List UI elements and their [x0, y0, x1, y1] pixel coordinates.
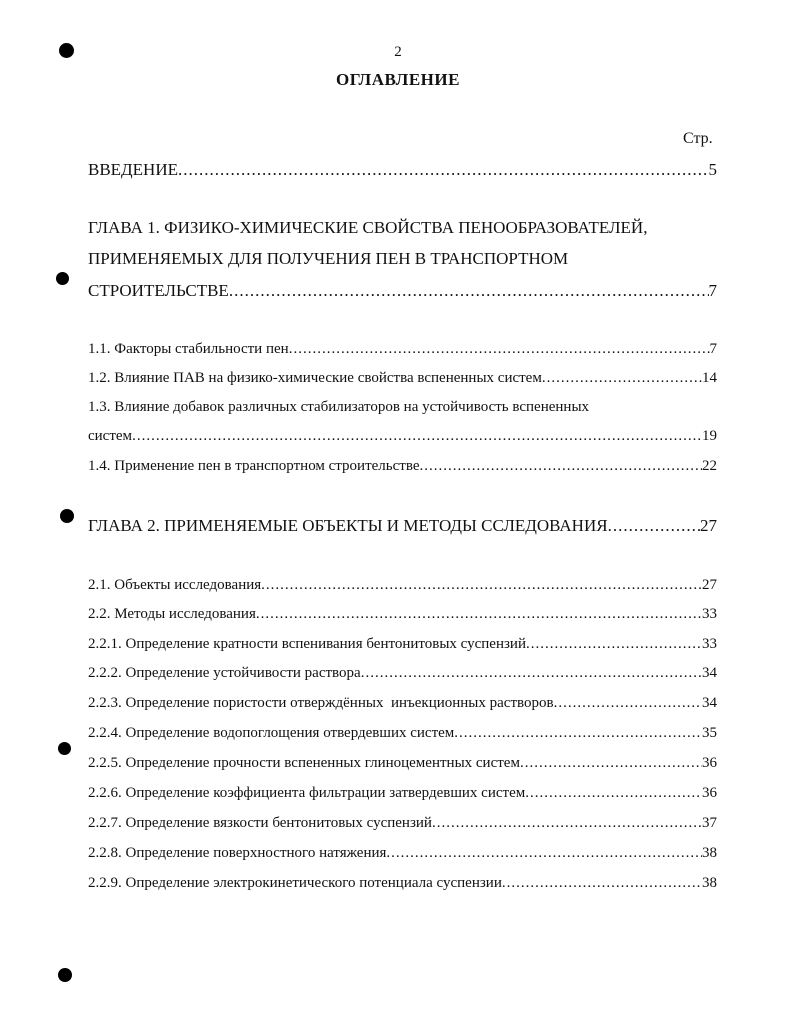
- toc-entry-2-2-3: [88, 695, 717, 712]
- dot-leader: [454, 725, 702, 742]
- chapter-1-heading-line-1: ГЛАВА 1. ФИЗИКО-ХИМИЧЕСКИЕ СВОЙСТВА ПЕНООБРАЗОВАТЕЛЕЙ,: [88, 218, 648, 237]
- toc-page-number: 14: [702, 370, 717, 386]
- toc-page-number: 34: [702, 695, 717, 711]
- toc-entry-text: 1.4. Применение пен в транспортном строительстве: [88, 458, 420, 474]
- toc-entry-2-2-6: [88, 785, 717, 802]
- toc-entry-text: 2.2.9. Определение электрокинетического потенциала суспензии: [88, 875, 502, 891]
- toc-entry-2-2-5: [88, 755, 717, 772]
- toc-entry-text: 1.2. Влияние ПАВ на физико-химические свойства вспененных систем: [88, 370, 542, 386]
- dot-leader: [256, 606, 702, 623]
- toc-entry-2-2-1: [88, 636, 717, 653]
- dot-leader: [289, 341, 710, 358]
- dot-leader: [608, 516, 700, 536]
- dot-leader: [229, 281, 709, 301]
- page-title: ОГЛАВЛЕНИЕ: [336, 70, 460, 89]
- toc-entry-1-4: [88, 458, 717, 475]
- toc-entry-text: систем: [88, 428, 133, 444]
- toc-entry-1-1: [88, 341, 717, 358]
- dot-leader: [178, 160, 709, 180]
- dot-leader: [432, 815, 702, 832]
- toc-entry-introduction: [88, 160, 717, 180]
- toc-page-number: 36: [702, 755, 717, 771]
- dot-leader: [502, 875, 702, 892]
- toc-page-number: 19: [702, 428, 717, 444]
- dot-leader: [542, 370, 702, 387]
- toc-entry-2-2-2: [88, 665, 717, 682]
- toc-page-number: 33: [702, 606, 717, 622]
- punch-hole-mark: [58, 742, 71, 755]
- toc-entry-2-2-8: [88, 845, 717, 862]
- toc-page-number: 22: [702, 458, 717, 474]
- toc-entry-text: 2.2.4. Определение водопоглощения отвердевших систем: [88, 725, 455, 741]
- toc-entry-1-2: [88, 370, 717, 387]
- dot-leader: [361, 665, 702, 682]
- toc-page-number: 36: [702, 785, 717, 801]
- toc-entry-text: 2.2.8. Определение поверхностного натяжения: [88, 845, 387, 861]
- toc-entry-text: СТРОИТЕЛЬСТВЕ: [88, 281, 229, 300]
- toc-entry-2-2-7: [88, 815, 717, 832]
- dot-leader: [386, 845, 702, 862]
- dot-leader: [419, 458, 702, 475]
- toc-entry-chapter-2: [88, 516, 717, 536]
- toc-entry-2-2-9: [88, 875, 717, 892]
- toc-page-number: 7: [709, 341, 717, 357]
- toc-entry-text: 2.2. Методы исследования: [88, 606, 256, 622]
- toc-entry-text: 2.2.1. Определение кратности вспенивания бентонитовых суспензий: [88, 636, 526, 652]
- toc-page-number: 5: [708, 160, 717, 179]
- toc-entry-2-2-4: [88, 725, 717, 742]
- toc-entry-text: 2.2.5. Определение прочности вспененных глиноцементных систем: [88, 755, 520, 771]
- punch-hole-mark: [58, 968, 72, 982]
- dot-leader: [554, 695, 702, 712]
- page-column-label: Стр.: [683, 130, 713, 147]
- toc-page-number: 33: [702, 636, 717, 652]
- toc-entry-text: 2.2.7. Определение вязкости бентонитовых суспензий: [88, 815, 432, 831]
- toc-page-number: 37: [702, 815, 717, 831]
- dot-leader: [525, 785, 702, 802]
- dot-leader: [526, 636, 702, 653]
- toc-entry-1-3: [88, 428, 717, 445]
- toc-page-number: 38: [702, 845, 717, 861]
- dot-leader: [261, 577, 702, 594]
- punch-hole-mark: [56, 272, 69, 285]
- dot-leader: [520, 755, 702, 772]
- toc-entry-text: ГЛАВА 2. ПРИМЕНЯЕМЫЕ ОБЪЕКТЫ И МЕТОДЫ ССЛЕДОВАНИЯ: [88, 516, 608, 535]
- toc-entry-2-1: [88, 577, 717, 594]
- chapter-1-heading-line-2: ПРИМЕНЯЕМЫХ ДЛЯ ПОЛУЧЕНИЯ ПЕН В ТРАНСПОРТНОМ: [88, 249, 569, 268]
- toc-entry-text: 2.2.6. Определение коэффициента фильтрации затвердевших систем: [88, 785, 526, 801]
- toc-entry-text: 2.2.3. Определение пористости отверждённых инъекционных растворов: [88, 695, 554, 711]
- toc-entry-1-3-text: 1.3. Влияние добавок различных стабилизаторов на устойчивость вспененных: [88, 399, 590, 415]
- toc-entry-2-2: [88, 606, 717, 623]
- toc-entry-text: 2.1. Объекты исследования: [88, 577, 262, 593]
- toc-entry-chapter-1: [88, 281, 717, 301]
- dot-leader: [132, 428, 702, 445]
- toc-page-number: 7: [708, 281, 717, 300]
- toc-page-number: 34: [702, 665, 717, 681]
- toc-entry-text: 2.2.2. Определение устойчивости раствора: [88, 665, 361, 681]
- toc-page-number: 27: [700, 516, 717, 535]
- punch-hole-mark: [60, 509, 74, 523]
- toc-entry-text: ВВЕДЕНИЕ: [88, 160, 178, 179]
- toc-page-number: 27: [702, 577, 717, 593]
- toc-page-number: 35: [702, 725, 717, 741]
- page-number: 2: [394, 44, 402, 60]
- toc-page-number: 38: [702, 875, 717, 891]
- toc-entry-text: 1.1. Факторы стабильности пен: [88, 341, 289, 357]
